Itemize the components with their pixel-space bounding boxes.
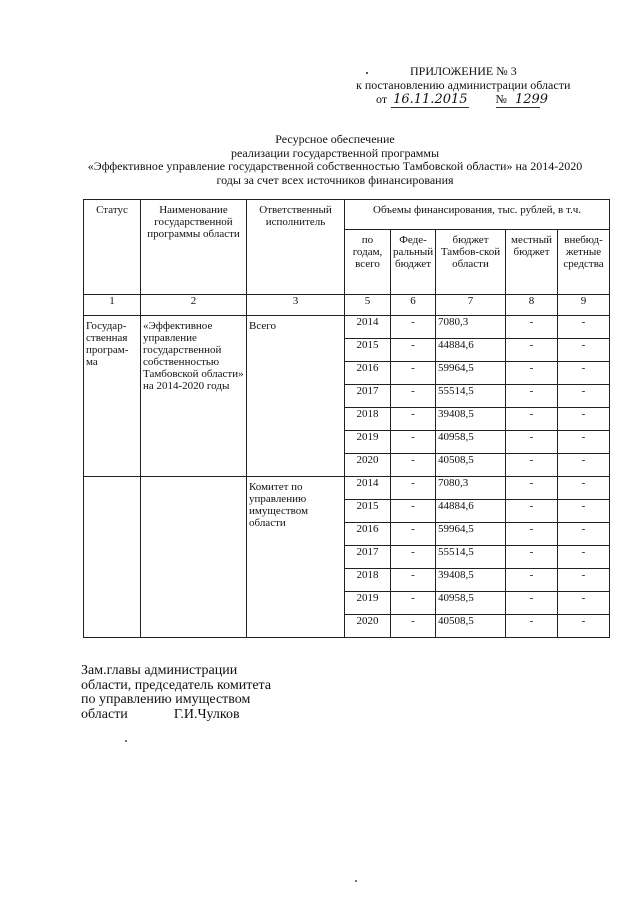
scan-speck — [125, 740, 127, 742]
column-number: 6 — [391, 295, 436, 316]
federal-cell: - — [391, 500, 436, 523]
local-cell: - — [506, 569, 558, 592]
header-executor: Ответственный исполнитель — [247, 200, 345, 295]
header-by-year: по годам, всего — [345, 230, 391, 295]
local-cell: - — [506, 362, 558, 385]
local-cell: - — [506, 615, 558, 638]
financing-table — [83, 199, 610, 638]
column-number-row — [84, 295, 610, 316]
local-cell: - — [506, 523, 558, 546]
regional-cell: 40508,5 — [436, 615, 506, 638]
from-label: от — [376, 92, 388, 106]
federal-cell: - — [391, 523, 436, 546]
signature-line-3: по управлению имуществом — [81, 692, 251, 707]
column-number: 7 — [436, 295, 506, 316]
header-local: местный бюджет — [506, 230, 558, 295]
signature-line-2: области, председатель комитета — [81, 677, 272, 693]
extra-budget-cell: - — [558, 546, 610, 569]
date-underline — [391, 107, 469, 108]
federal-cell: - — [391, 569, 436, 592]
resolution-reference: к постановлению администрации области — [356, 78, 571, 92]
header-regional: бюджет Тамбов-ской области — [436, 230, 506, 295]
federal-cell: - — [391, 615, 436, 638]
year-cell: 2019 — [345, 592, 391, 615]
local-cell: - — [506, 316, 558, 339]
header-federal: Феде-ральный бюджет — [391, 230, 436, 295]
appendix-label: ПРИЛОЖЕНИЕ № 3 — [410, 64, 517, 78]
regional-cell: 59964,5 — [436, 362, 506, 385]
regional-cell: 40958,5 — [436, 592, 506, 615]
column-number: 2 — [141, 295, 247, 316]
group-executor: Комитет по управлению имуществом области — [247, 477, 345, 638]
table-row — [84, 477, 610, 500]
extra-budget-cell: - — [558, 339, 610, 362]
extra-budget-cell: - — [558, 454, 610, 477]
extra-budget-cell: - — [558, 408, 610, 431]
regional-cell: 55514,5 — [436, 385, 506, 408]
federal-cell: - — [391, 339, 436, 362]
local-cell: - — [506, 500, 558, 523]
federal-cell: - — [391, 316, 436, 339]
federal-cell: - — [391, 546, 436, 569]
column-number: 5 — [345, 295, 391, 316]
group-status — [84, 477, 141, 638]
regional-cell: 40508,5 — [436, 454, 506, 477]
regional-cell: 39408,5 — [436, 408, 506, 431]
year-cell: 2016 — [345, 362, 391, 385]
number-label: № — [495, 92, 507, 106]
handwritten-date: 16.11.2015 — [393, 92, 468, 107]
federal-cell: - — [391, 592, 436, 615]
year-cell: 2018 — [345, 569, 391, 592]
column-number: 8 — [506, 295, 558, 316]
extra-budget-cell: - — [558, 385, 610, 408]
year-cell: 2014 — [345, 316, 391, 339]
regional-cell: 40958,5 — [436, 431, 506, 454]
extra-budget-cell: - — [558, 362, 610, 385]
column-number: 1 — [84, 295, 141, 316]
scan-speck — [366, 72, 368, 74]
regional-cell: 59964,5 — [436, 523, 506, 546]
extra-budget-cell: - — [558, 316, 610, 339]
header-extra-budget: внебюд-жетные средства — [558, 230, 610, 295]
local-cell: - — [506, 385, 558, 408]
signature-line-4 — [81, 708, 271, 723]
local-cell: - — [506, 477, 558, 500]
local-cell: - — [506, 454, 558, 477]
regional-cell: 7080,3 — [436, 316, 506, 339]
signature-block — [81, 664, 271, 722]
year-cell: 2015 — [345, 339, 391, 362]
year-cell: 2017 — [345, 385, 391, 408]
extra-budget-cell: - — [558, 431, 610, 454]
local-cell: - — [506, 592, 558, 615]
extra-budget-cell: - — [558, 615, 610, 638]
local-cell: - — [506, 408, 558, 431]
extra-budget-cell: - — [558, 569, 610, 592]
federal-cell: - — [391, 408, 436, 431]
extra-budget-cell: - — [558, 592, 610, 615]
regional-cell: 39408,5 — [436, 569, 506, 592]
extra-budget-cell: - — [558, 500, 610, 523]
federal-cell: - — [391, 477, 436, 500]
scan-speck — [355, 880, 357, 882]
federal-cell: - — [391, 362, 436, 385]
document-title — [70, 133, 600, 187]
year-cell: 2019 — [345, 431, 391, 454]
federal-cell: - — [391, 454, 436, 477]
title-line-4: годы за счет всех источников финансирования — [216, 172, 454, 187]
title-line-2: реализации государственной программы — [230, 145, 440, 160]
column-number: 9 — [558, 295, 610, 316]
regional-cell: 55514,5 — [436, 546, 506, 569]
extra-budget-cell: - — [558, 477, 610, 500]
federal-cell: - — [391, 385, 436, 408]
title-line-1: Ресурсное обеспечение — [275, 132, 395, 146]
year-cell: 2014 — [345, 477, 391, 500]
year-cell: 2016 — [345, 523, 391, 546]
title-line-3: «Эффективное управление государственной собственностью Тамбовской области» на 2014-2020 — [87, 159, 583, 173]
group-executor: Всего — [247, 316, 345, 477]
local-cell: - — [506, 339, 558, 362]
regional-cell: 44884,6 — [436, 339, 506, 362]
number-underline — [496, 107, 540, 108]
handwritten-number: 1299 — [514, 92, 549, 107]
signature-position: области — [81, 706, 128, 722]
year-cell: 2018 — [345, 408, 391, 431]
federal-cell: - — [391, 431, 436, 454]
group-status: Государ-ственная програм-ма — [84, 316, 141, 477]
signatory-name: Г.И.Чулков — [173, 706, 240, 722]
year-cell: 2020 — [345, 615, 391, 638]
signature-line-1: Зам.главы администрации — [81, 663, 238, 678]
year-cell: 2015 — [345, 500, 391, 523]
year-cell: 2020 — [345, 454, 391, 477]
extra-budget-cell: - — [558, 523, 610, 546]
table-row — [84, 316, 610, 339]
regional-cell: 7080,3 — [436, 477, 506, 500]
year-cell: 2017 — [345, 546, 391, 569]
header-status: Статус — [84, 200, 141, 295]
local-cell: - — [506, 431, 558, 454]
local-cell: - — [506, 546, 558, 569]
column-number: 3 — [247, 295, 345, 316]
regional-cell: 44884,6 — [436, 500, 506, 523]
header-funding-volumes: Объемы финансирования, тыс. рублей, в т.ч. — [345, 200, 610, 230]
group-program-name — [141, 477, 247, 638]
resolution-date-number — [376, 92, 548, 107]
header-program-name: Наименование государственной программы области — [141, 200, 247, 295]
group-program-name: «Эффективное управление государственной собственностью Тамбовской области» на 2014-2020 годы — [141, 316, 247, 477]
